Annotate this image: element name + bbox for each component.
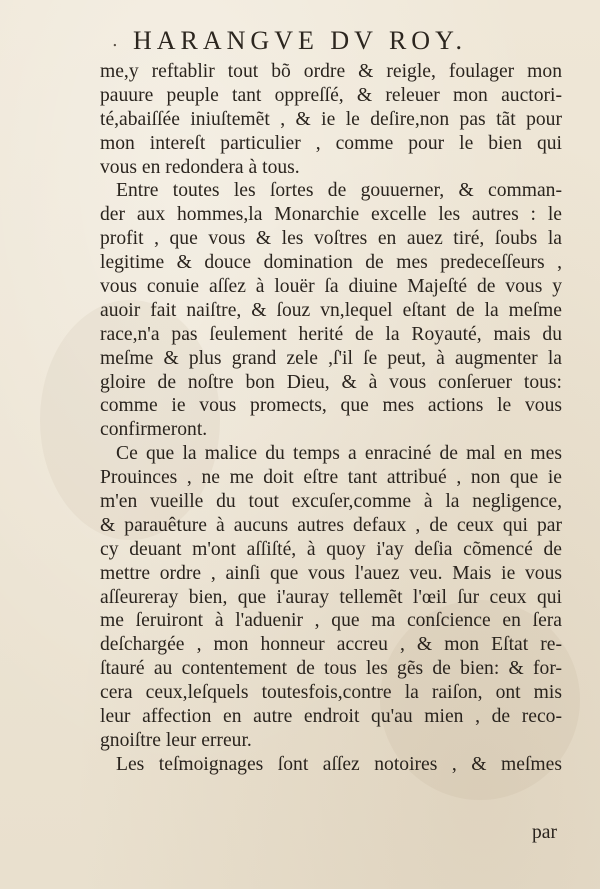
text-line: profit , que vous & les voſtres en auez tiré, ſoubs la xyxy=(100,228,562,250)
text-line: & parauêture à aucuns autres defaux , de ceux qui par xyxy=(100,514,562,536)
text-line: deſchargée , mon honneur accreu , & mon Eſtat re- xyxy=(100,634,562,656)
text-line: meſme & plus grand zele ,ſ'il ſe peut, à augmenter la xyxy=(100,347,562,369)
text-line: pauure peuple tant oppreſſé, & releuer mon auctori- xyxy=(100,84,562,106)
text-line: comme ie vous promects, que mes actions le vous xyxy=(100,395,562,417)
text-line: mettre ordre , ainſi que vous l'auez veu. Mais ie vous xyxy=(100,562,562,584)
text-line: Entre toutes les ſortes de gouuerner, & comman- xyxy=(116,180,562,202)
text-line: té,abaiſſée iniuſtemẽt , & ie le deſire,non pas tãt pour xyxy=(100,108,562,130)
text-line: me ſeruiront à l'aduenir , que ma conſcience en ſera xyxy=(100,610,562,632)
body-text xyxy=(100,60,562,777)
text-line: Prouinces , ne me doit eſtre tant attribué , non que ie xyxy=(100,467,562,489)
catchword: par xyxy=(532,822,558,843)
text-line: gnoiſtre leur erreur. xyxy=(100,729,252,751)
text-line: vous en redondera à tous. xyxy=(100,156,300,178)
text-line: Ce que la malice du temps a enraciné de mal en mes xyxy=(116,443,562,465)
text-line: race,n'a pas ſeulement herité de la Royauté, mais du xyxy=(100,323,562,345)
text-line: confirmeront. xyxy=(100,419,208,441)
text-line: gloire de noſtre bon Dieu, & à vous conſeruer tous: xyxy=(100,371,562,393)
text-line: cera ceux,leſquels toutesfois,contre la raiſon, ont mis xyxy=(100,682,562,704)
running-head-mark: . xyxy=(112,30,118,51)
text-line: mon intereſt particulier , comme pour le bien qui xyxy=(100,132,562,154)
text-line: m'en vueille du tout excuſer,comme à la negligence, xyxy=(100,491,562,513)
text-line: der aux hommes,la Monarchie excelle les autres : le xyxy=(100,204,562,226)
text-line: leur affection en autre endroit qu'au mien , de reco- xyxy=(100,706,562,728)
text-line: Les teſmoignages ſont aſſez notoires , & meſmes xyxy=(116,753,562,775)
text-line: auoir fait naiſtre, & ſouz vn,lequel eſtant de la meſme xyxy=(100,299,562,321)
text-line: legitime & douce domination de mes predeceſſeurs , xyxy=(100,252,562,274)
text-line: aſſeureray bien, que i'auray tellemẽt l'œil ſur ceux qui xyxy=(100,586,562,608)
text-line: cy deuant m'ont aſſiſté, à quoy i'ay deſia cõmencé de xyxy=(100,538,562,560)
text-line: vous conuie aſſez à louër ſa diuine Majeſté de vous y xyxy=(100,276,562,298)
running-head: HARANGVE DV ROY. xyxy=(132,26,467,55)
text-line: ſtauré au contentement de tous les gẽs de bien: & for- xyxy=(100,658,562,680)
text-line: me,y reftablir tout bõ ordre & reigle, foulager mon xyxy=(100,61,562,82)
